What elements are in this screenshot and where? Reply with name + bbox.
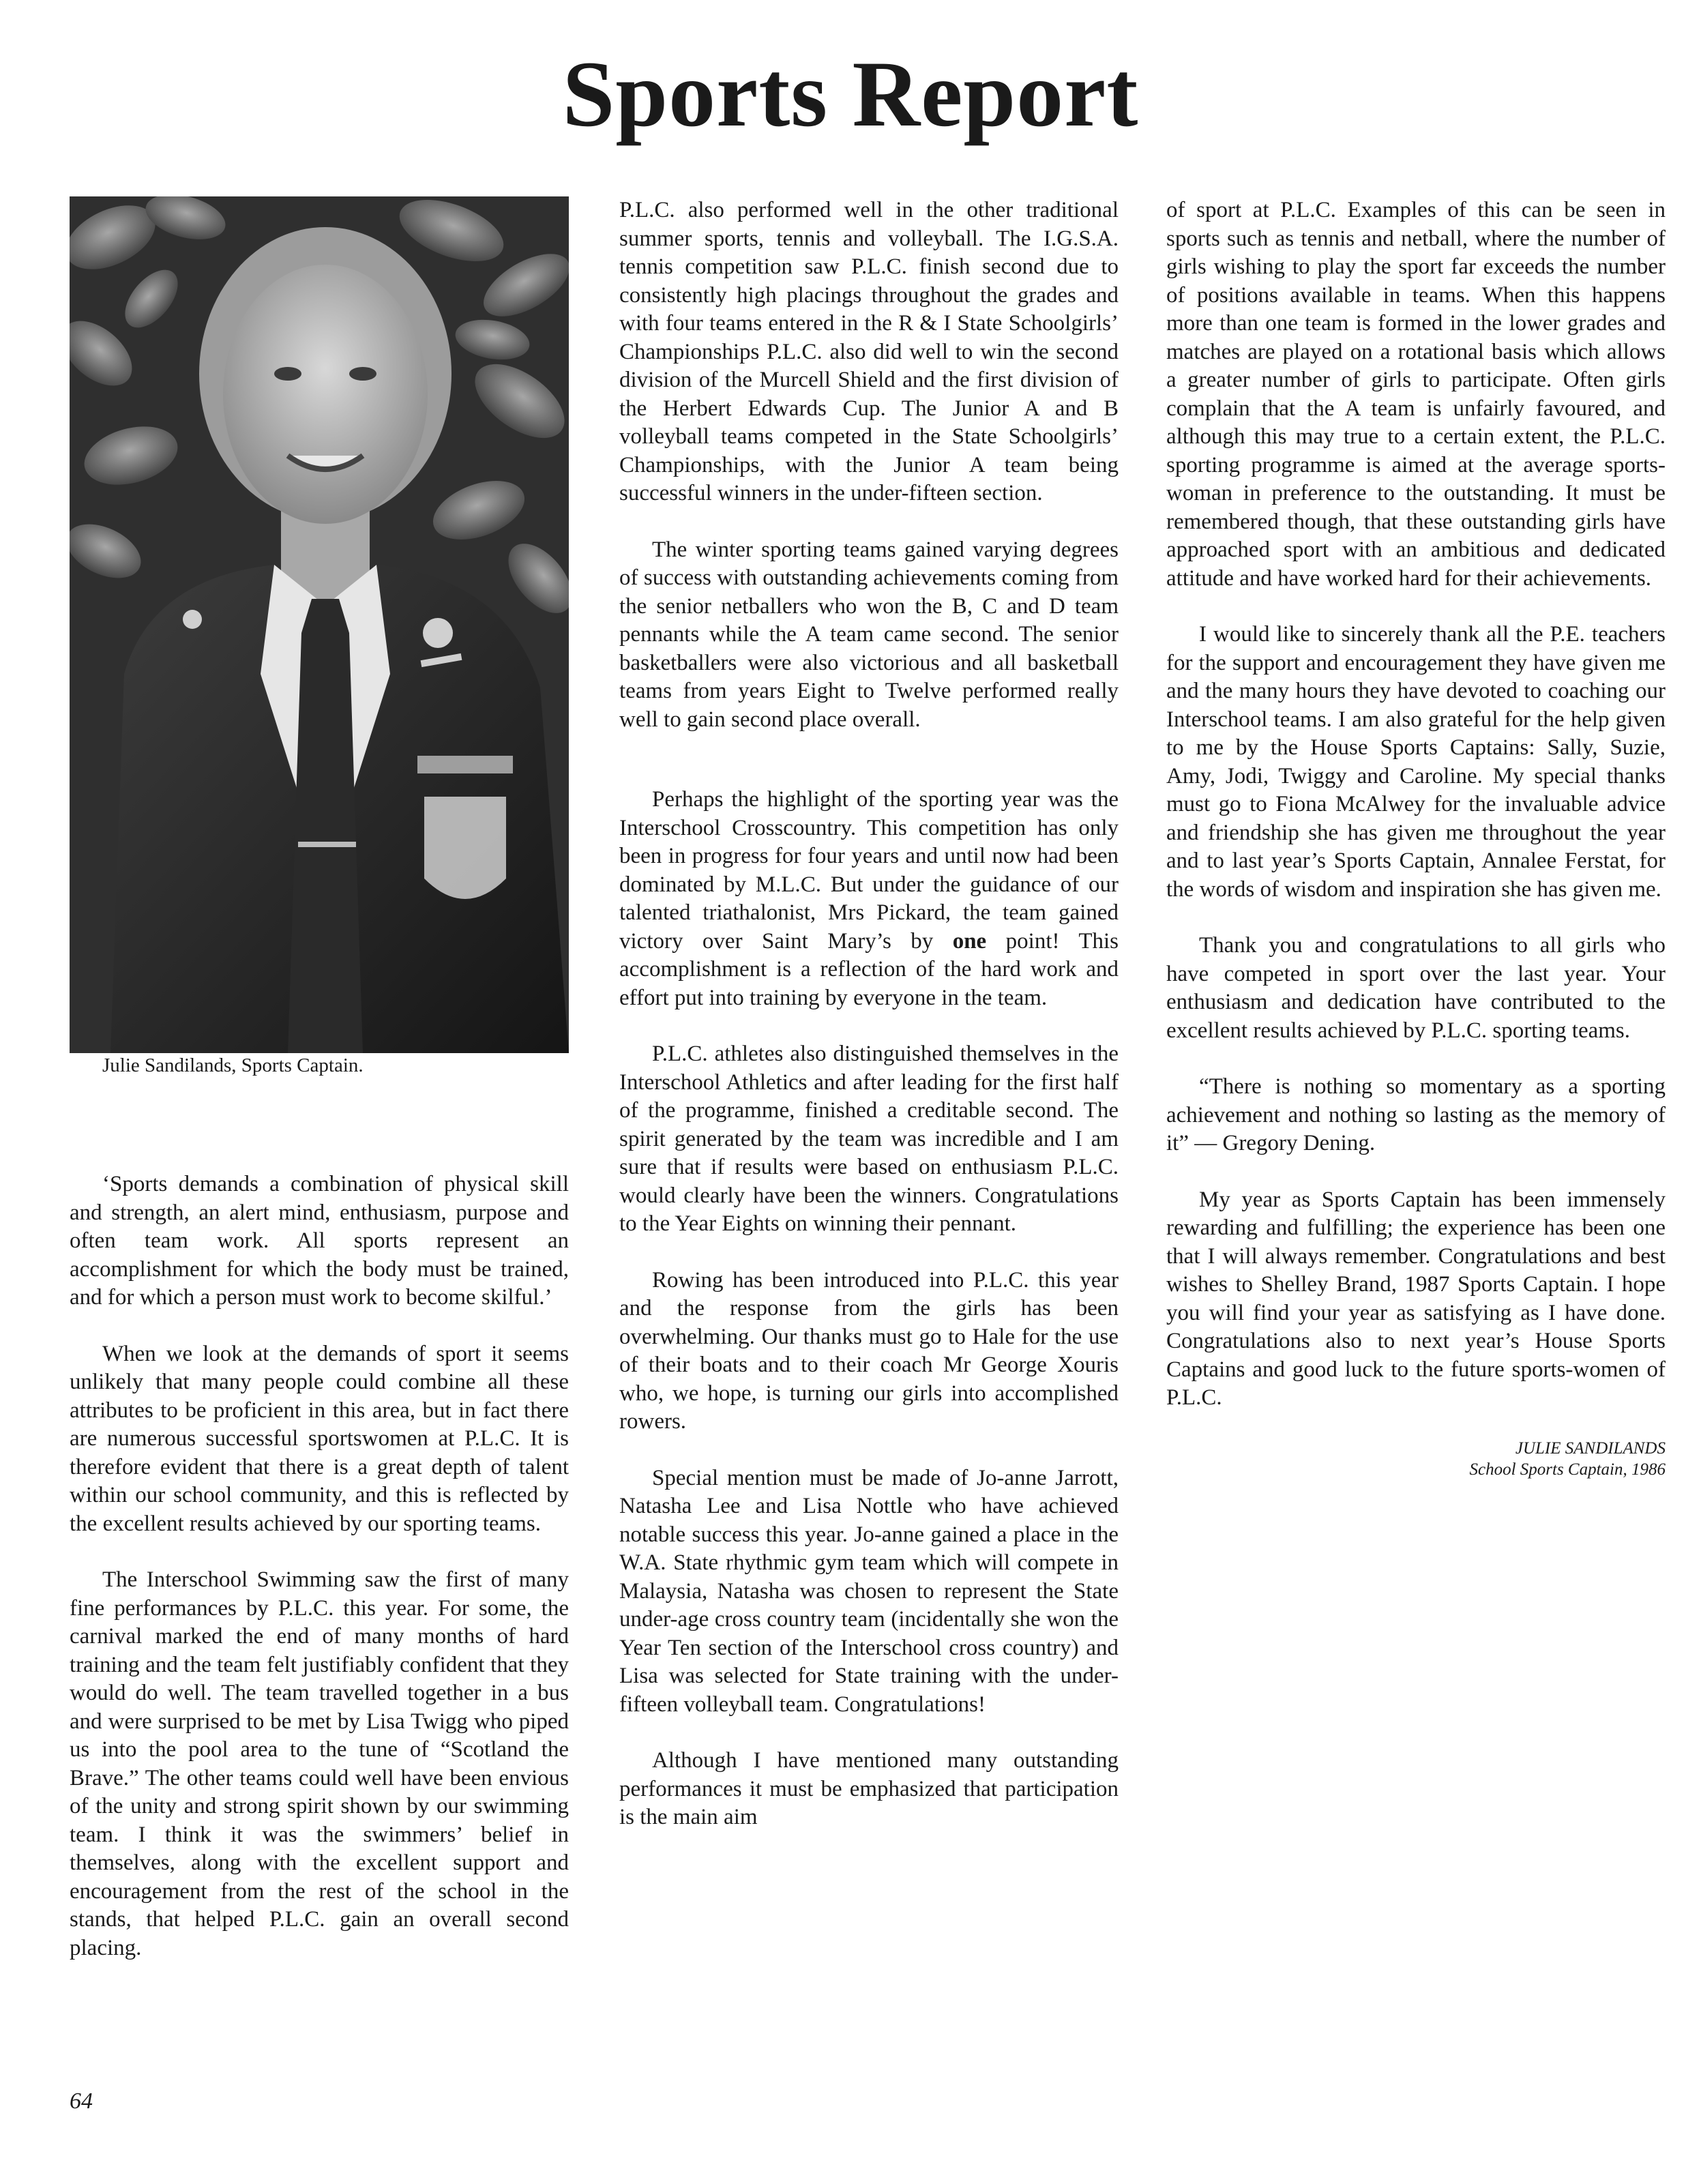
paragraph: Rowing has been introduced into P.L.C. this year and the response from the girls has been overwhelming. Our thanks must go to Hale for the use of their boats and to their coach Mr George Xouris who, we hope, is turning our girls into accomplished rowers.	[619, 1267, 1119, 1434]
paragraph-crosscountry	[619, 786, 1119, 1012]
column-3	[1166, 196, 1666, 1480]
paragraph: P.L.C. athletes also distinguished themselves in the Interschool Athletics and after leading for the first half of the programme, finished a creditable second. The spirit generated by the team was incredible and I am sure that if results were based on enthusiasm P.L.C. would clearly have been the winners. Congratulations to the Year Eights on winning their pennant.	[619, 1042, 1119, 1236]
paragraph: I would like to sincerely thank all the P.E. teachers for the support and encouragement they have given me and the many hours they have devoted to coaching our Interschool teams. I am also grateful for the help given to me by the House Sports Captains: Sally, Suzie, Amy, Jodi, Twiggy and Caroline. My special thanks must go to Fiona McAlwey for the invaluable advice and friendship she has given me throughout the year and to last year’s Sports Captain, Annalee Ferstat, for the words of wisdom and inspiration she has given me.	[1166, 622, 1666, 902]
paragraph: ‘Sports demands a combination of physical skill and strength, an alert mind, enthusiasm, purpose and often team work. All sports represent an accomplishment for which the body must be trained, and for which a person must work to become skilful.’	[70, 1172, 569, 1310]
paragraph: Thank you and congratulations to all girls who have competed in sport over the last year. Your enthusiasm and dedication have contributed to the excellent results achieved by P.L.C. sporting teams.	[1166, 933, 1666, 1043]
column-1-text	[70, 1170, 569, 1962]
text-segment: Perhaps the highlight of the sporting year was the Interschool Crosscountry. This competition has only been in progress for four years and until now had been dominated by M.L.C. But under the guidance of our talented triathalonist, Mrs Pickard, the team gained victory over Saint Mary’s by	[619, 787, 1119, 954]
column-2	[619, 196, 1119, 1860]
photo-caption: Julie Sandilands, Sports Captain.	[102, 1054, 364, 1076]
text-segment: point! This accomplishment is a reflection of the hard work and effort put into training by everyone in the team.	[619, 928, 1119, 1010]
signature-name: JULIE SANDILANDS	[1515, 1438, 1666, 1458]
paragraph: Although I have mentioned many outstanding performances it must be emphasized that participation is the main aim	[619, 1748, 1119, 1829]
paragraph: of sport at P.L.C. Examples of this can be seen in sports such as tennis and netball, where the number of girls wishing to play the sport far exceeds the number of positions available in teams. When this happens more than one team is formed in the lower grades and matches are played on a rotational basis which allows a greater number of girls to participate. Often girls complain that the A team is unfairly favoured, and although this may true to a certain extent, the P.L.C. sporting programme is aimed at the average sports-woman in preference to the outstanding. It must be remembered though, that these outstanding girls have approached sport with an ambitious and dedicated attitude and have worked hard for their achievements.	[1166, 198, 1666, 591]
paragraph: “There is nothing so momentary as a sporting achievement and nothing so lasting as the memory of it” — Gregory Dening.	[1166, 1074, 1666, 1155]
column-1	[70, 196, 569, 1990]
paragraph: When we look at the demands of sport it seems unlikely that many people could combine all these attributes to be proficient in this area, but in fact there are numerous successful sportswomen at P.L.C. It is therefore evident that there is a great depth of talent within our school community, and this is reflected by the excellent results achieved by our sporting teams.	[70, 1341, 569, 1536]
portrait-photo	[70, 196, 569, 1053]
paragraph: Special mention must be made of Jo-anne Jarrott, Natasha Lee and Lisa Nottle who have achieved notable success this year. Jo-anne gained a place in the W.A. State rhythmic gym team which will compete in Malaysia, Natasha was chosen to represent the State under-age cross country team (incidentally she won the Year Ten section of the Interschool cross country) and Lisa was selected for State training with the under-fifteen volleyball team. Congratulations!	[619, 1465, 1119, 1717]
paragraph: P.L.C. also performed well in the other traditional summer sports, tennis and volleyball. The I.G.S.A. tennis competition saw P.L.C. finish second due to consistently high placings throughout the grades and with four teams entered in the R & I State Schoolgirls’ Championships P.L.C. also did well to win the second division of the Murcell Shield and the first division of the Herbert Edwards Cup. The Junior A and B volleyball teams competed in the State Schoolgirls’ Championships, with the Junior A team being successful winners in the under-fifteen section.	[619, 198, 1119, 505]
signature-role: School Sports Captain, 1986	[1469, 1460, 1666, 1479]
paragraph: The Interschool Swimming saw the first of many fine performances by P.L.C. this year. For some, the carnival marked the end of many months of hard training and the team felt justifiably confident that they would do well. The team travelled together in a bus and were surprised to be met by Lisa Twigg who piped us into the pool area to the tune of “Scotland the Brave.” The other teams could well have been envious of the unity and strong spirit shown by our swimming team. I think it was the swimmers’ belief in themselves, along with the excellent support and encouragement from the rest of the school in the stands, that helped P.L.C. gain an overall second placing.	[70, 1567, 569, 1960]
page-title: Sports Report	[562, 42, 1139, 146]
emphasis-text: one	[952, 928, 987, 954]
paragraph: My year as Sports Captain has been immensely rewarding and fulfilling; the experience has been one that I will always remember. Congratulations and best wishes to Shelley Brand, 1987 Sports Captain. I hope you will find your year as satisfying as I have done. Congratulations also to next year’s House Sports Captains and good luck to the future sports-women of P.L.C.	[1166, 1187, 1666, 1410]
signature-block	[1166, 1438, 1666, 1480]
paragraph: The winter sporting teams gained varying degrees of success with outstanding achievements coming from the senior netballers who won the B, C and D team pennants while the A team came second. The senior basketballers were also victorious and all basketball teams from years Eight to Twelve performed really well to gain second place overall.	[619, 537, 1119, 732]
page-number: 64	[70, 2089, 93, 2114]
